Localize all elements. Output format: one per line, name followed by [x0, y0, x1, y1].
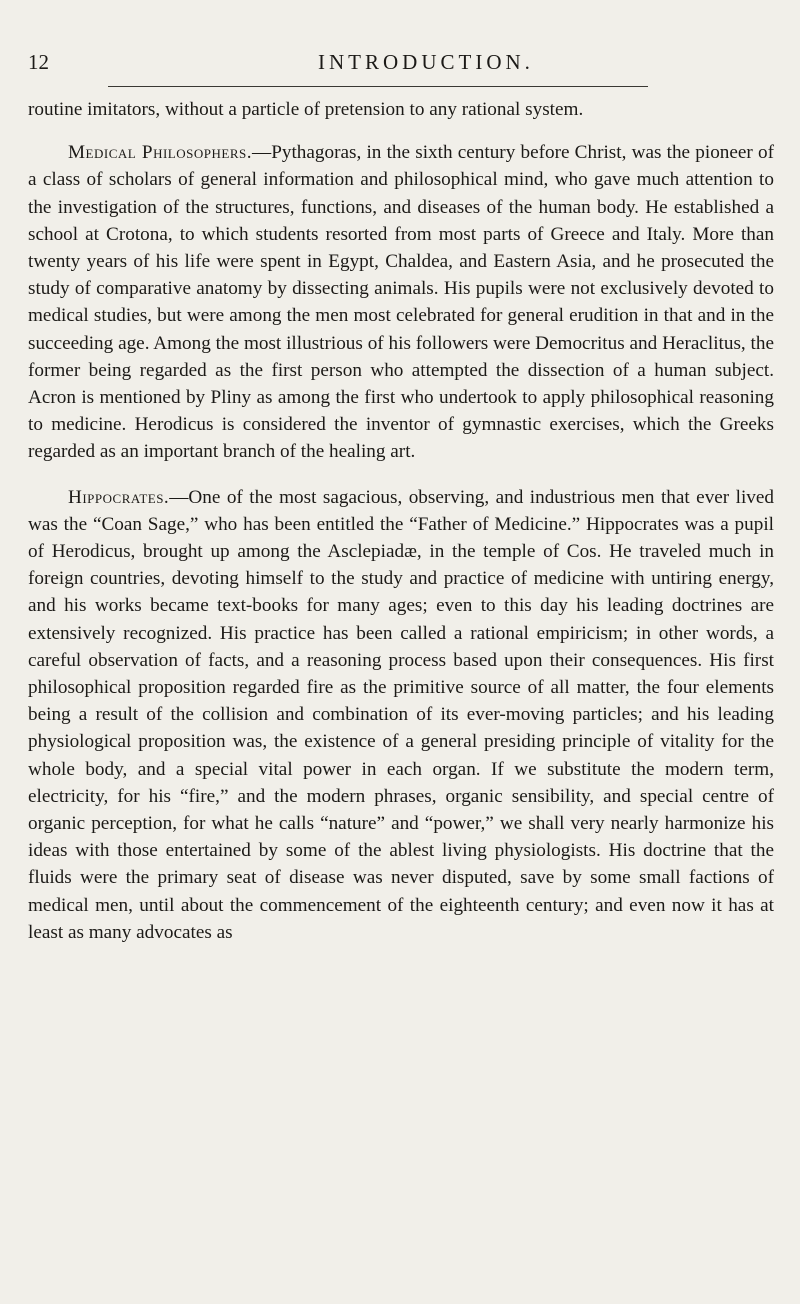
paragraph-hippocrates	[28, 484, 774, 946]
paragraph-text: routine imitators, without a particle of pretension to any rational system.	[28, 99, 584, 120]
page-header	[28, 50, 760, 90]
paragraph-text: —One of the most sagacious, observing, and industrious men that ever lived was the “Coan Sage,” who has been entitled the “Father of Medicine.” Hippocrates was a pupil of Herodicus, brought up among the Asclepiadæ, in the temple of Cos. He traveled much in foreign countries, devoting himself to the study and practice of medicine with untiring energy, and his works became text-books for many ages; even to this day his leading doctrines are extensively recognized. His practice has been called a rational empiricism; in other words, a careful observation of facts, and a reasoning process based upon their consequences. His first philosophical proposition regarded fire as the primitive source of all matter, the four elements being a result of the collision and combination of its ever-moving particles; and his leading physiological proposition was, the existence of a general presiding principle of vitality for the whole body, and a special vital power in each organ. If we substitute the modern term, electricity, for his “fire,” and the modern phrases, organic sensibility, and special centre of organic perception, for what he calls “nature” and “power,” we shall very nearly harmonize his ideas with those entertained by some of the ablest living physiologists. His doctrine that the fluids were the primary seat of disease was never disputed, save by some small factions of medical men, until about the commencement of the eighteenth century; and even now it has at least as many advocates as	[28, 486, 774, 943]
section-heading: Hippocrates.	[68, 486, 170, 508]
paragraph-text: —Pythagoras, in the sixth century before Christ, was the pioneer of a class of scholars of general information and philosophical mind, who gave much attention to the investigation of the structures, functions, and diseases of the human body. He established a school at Crotona, to which students resorted from most parts of Greece and Italy. More than twenty years of his life were spent in Egypt, Chaldea, and Eastern Asia, and he prosecuted the study of comparative anatomy by dissecting animals. His pupils were not exclusively devoted to medical studies, but were among the men most celebrated for general erudition in that and in the succeeding age. Among the most illustrious of his followers were Democritus and Heraclitus, the former being regarded as the first person who attempted the dissection of a human subject. Acron is mentioned by Pliny as among the first who undertook to apply philosophical reasoning to medicine. Herodicus is considered the inventor of gymnastic exercises, which the Greeks regarded as an important branch of the healing art.	[28, 142, 774, 463]
section-heading: Medical Philosophers.	[68, 142, 253, 164]
continued-paragraph	[28, 96, 774, 123]
header-rule	[108, 86, 648, 87]
page-number: 12	[28, 50, 49, 74]
page-body	[28, 96, 774, 964]
paragraph-medical-philosophers	[28, 139, 774, 465]
running-head: INTRODUCTION.	[318, 50, 534, 74]
